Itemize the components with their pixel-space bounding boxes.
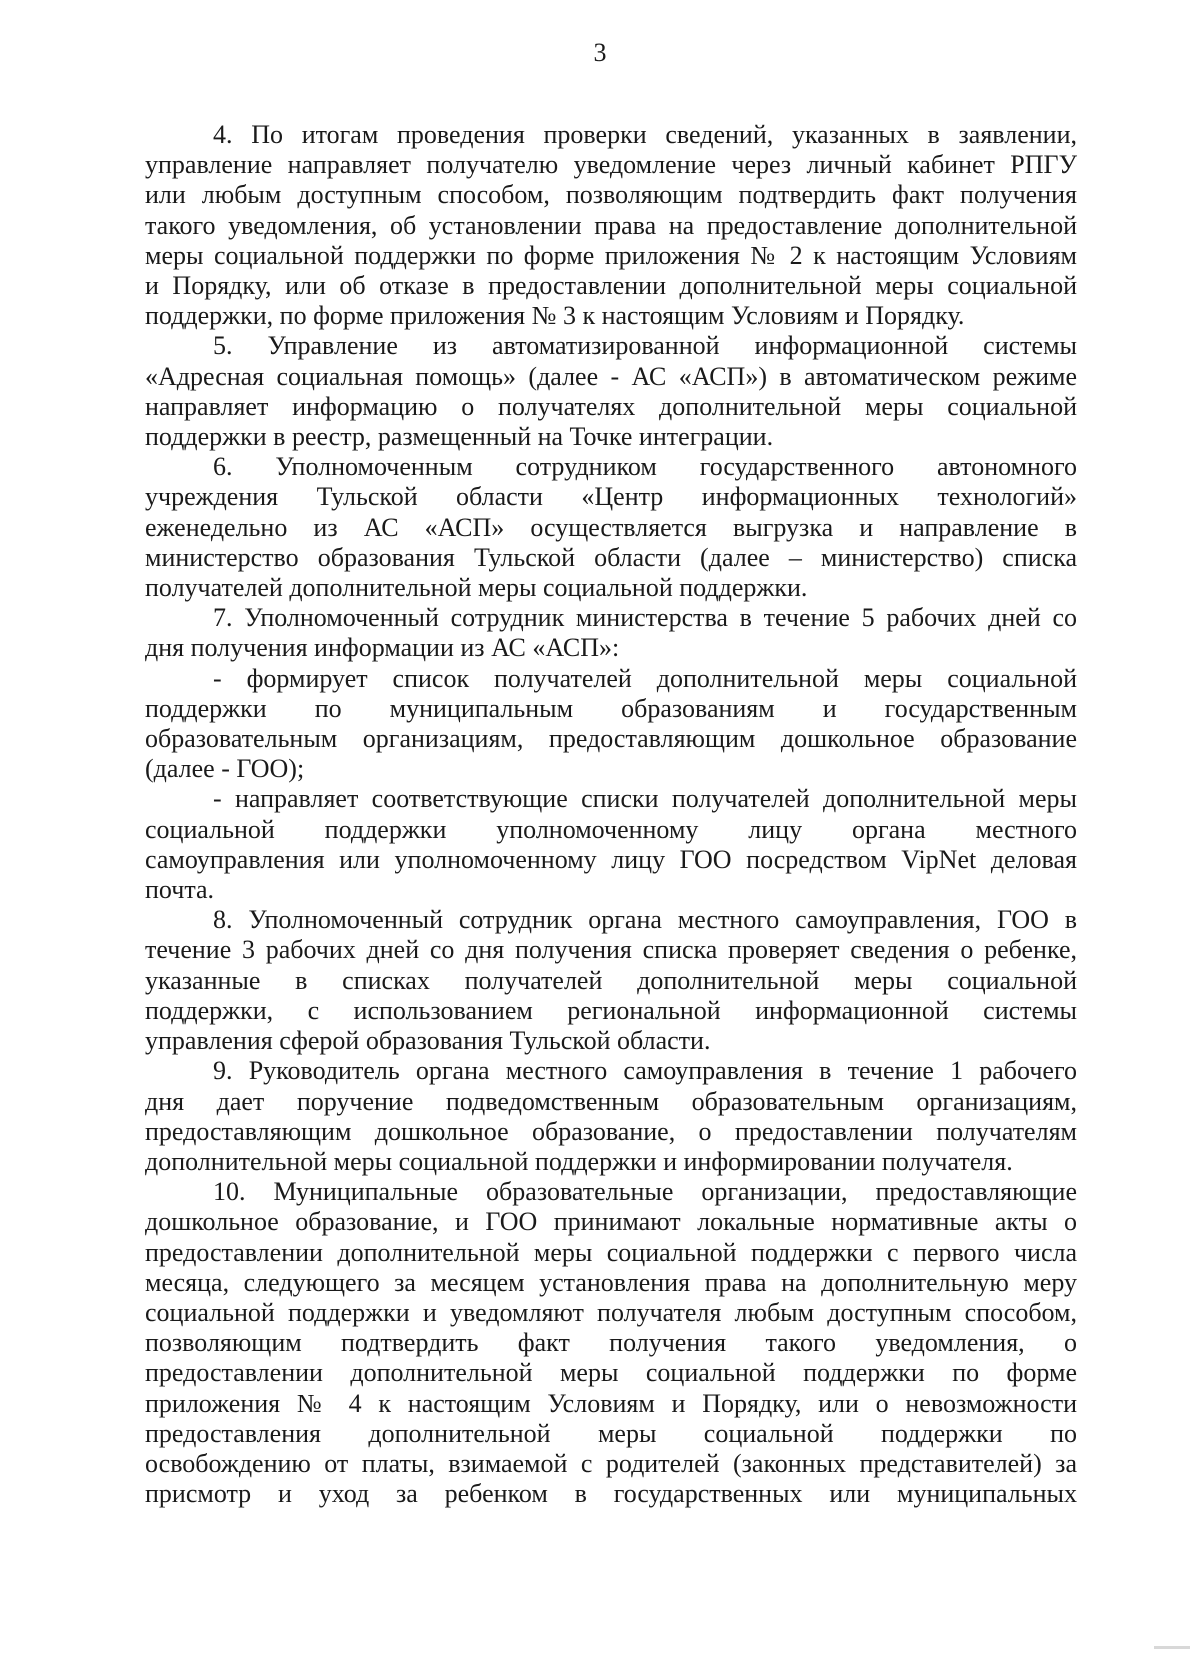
text-line: (далее - ГОО); <box>145 754 305 784</box>
text-line: указанные в списках получателей дополнительной меры социальной <box>145 965 1077 995</box>
text-line: или любым доступным способом, позволяющим подтвердить факт получения <box>145 180 1077 210</box>
paragraph-4 <box>145 120 1077 331</box>
text-line: дня дает поручение подведомственным образовательным организациям, <box>145 1086 1077 1116</box>
text-line: предоставлении дополнительной меры социальной поддержки с первого числа <box>145 1237 1077 1267</box>
text-line: социальной поддержки уполномоченному лицу органа местного <box>145 814 1077 844</box>
text-line: дня получения информации из АС «АСП»: <box>145 633 620 663</box>
text-line: поддержки в реестр, размещенный на Точке интеграции. <box>145 422 774 452</box>
text-line: дополнительной меры социальной поддержки и информировании получателя. <box>145 1146 1013 1176</box>
text-line: получателей дополнительной меры социальной поддержки. <box>145 573 808 603</box>
text-line: предоставляющим дошкольное образование, о предоставлении получателям <box>145 1116 1077 1146</box>
paragraph-8 <box>145 905 1077 1056</box>
text-line: течение 3 рабочих дней со дня получения списка проверяет сведения о ребенке, <box>145 935 1077 965</box>
text-line: месяца, следующего за месяцем установления права на дополнительную меру <box>145 1267 1077 1297</box>
text-line: 6. Уполномоченным сотрудником государственного автономного <box>213 452 1077 482</box>
text-line: поддержки, с использованием региональной информационной системы <box>145 995 1077 1025</box>
text-line: учреждения Тульской области «Центр информационных технологий» <box>145 482 1077 512</box>
text-line: присмотр и уход за ребенком в государственных или муниципальных <box>145 1479 1077 1509</box>
paragraph-9 <box>145 1056 1077 1177</box>
text-line: 7. Уполномоченный сотрудник министерства в течение 5 рабочих дней со <box>213 603 1077 633</box>
text-line: - направляет соответствующие списки получателей дополнительной меры <box>213 784 1077 814</box>
text-line: позволяющим подтвердить факт получения такого уведомления, о <box>145 1328 1077 1358</box>
text-line: образовательным организациям, предоставляющим дошкольное образование <box>145 724 1077 754</box>
text-line: социальной поддержки и уведомляют получателя любым доступным способом, <box>145 1297 1077 1327</box>
text-line: еженедельно из АС «АСП» осуществляется выгрузка и направление в <box>145 512 1077 542</box>
text-line: и Порядку, или об отказе в предоставлении дополнительной меры социальной <box>145 271 1077 301</box>
paragraph-7-item-1 <box>145 664 1077 785</box>
text-line: управление направляет получателю уведомление через личный кабинет РПГУ <box>145 150 1077 180</box>
scan-artifact <box>1154 1646 1190 1649</box>
text-line: - формирует список получателей дополнительной меры социальной <box>213 663 1077 693</box>
paragraph-5 <box>145 331 1077 452</box>
paragraph-7-item-2 <box>145 784 1077 905</box>
text-line: 8. Уполномоченный сотрудник органа местного самоуправления, ГОО в <box>213 905 1077 935</box>
paragraph-10 <box>145 1177 1077 1509</box>
text-line: дошкольное образование, и ГОО принимают локальные нормативные акты о <box>145 1207 1077 1237</box>
page-number: 3 <box>593 38 607 67</box>
text-line: 5. Управление из автоматизированной информационной системы <box>213 331 1077 361</box>
document-body <box>145 120 1077 1509</box>
paragraph-7 <box>145 603 1077 663</box>
text-line: министерство образования Тульской области (далее – министерство) списка <box>145 542 1077 572</box>
text-line: поддержки по муниципальным образованиям и государственным <box>145 693 1077 723</box>
text-line: направляет информацию о получателях дополнительной меры социальной <box>145 391 1077 421</box>
text-line: «Адресная социальная помощь» (далее - АС «АСП») в автоматическом режиме <box>145 361 1077 391</box>
text-line: самоуправления или уполномоченному лицу ГОО посредством VipNet деловая <box>145 844 1077 874</box>
text-line: предоставлении дополнительной меры социальной поддержки по форме <box>145 1358 1077 1388</box>
text-line: 9. Руководитель органа местного самоуправления в течение 1 рабочего <box>213 1056 1077 1086</box>
text-line: приложения № 4 к настоящим Условиям и Порядку, или о невозможности <box>145 1388 1077 1418</box>
text-line: меры социальной поддержки по форме приложения № 2 к настоящим Условиям <box>145 240 1077 270</box>
text-line: почта. <box>145 875 215 905</box>
text-line: предоставления дополнительной меры социальной поддержки по <box>145 1418 1077 1448</box>
text-line: поддержки, по форме приложения № 3 к настоящим Условиям и Порядку. <box>145 301 965 331</box>
text-line: 4. По итогам проведения проверки сведений, указанных в заявлении, <box>213 120 1077 149</box>
paragraph-6 <box>145 452 1077 603</box>
text-line: 10. Муниципальные образовательные организации, предоставляющие <box>213 1177 1077 1207</box>
text-line: такого уведомления, об установлении права на предоставление дополнительной <box>145 210 1077 240</box>
text-line: управления сферой образования Тульской области. <box>145 1026 711 1056</box>
text-line: освобождению от платы, взимаемой с родителей (законных представителей) за <box>145 1448 1077 1478</box>
